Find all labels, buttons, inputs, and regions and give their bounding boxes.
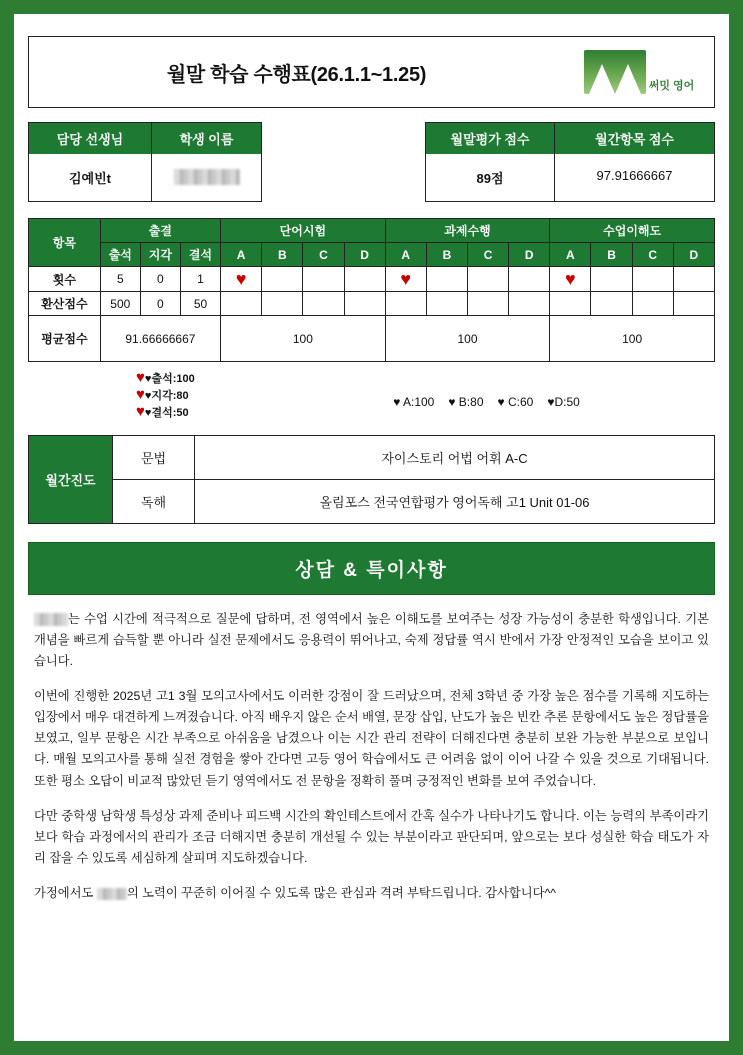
sub-header-present: 출석 — [100, 243, 140, 267]
count-late: 0 — [140, 267, 180, 292]
progress-content-grammar: 자이스토리 어법 어휘 A-C — [195, 435, 715, 479]
consult-paragraph-1 — [34, 609, 709, 672]
document-inner — [14, 14, 729, 1041]
group-vocab-header: 단어시험 — [221, 219, 386, 243]
converted-vocab-d — [344, 292, 385, 316]
teacher-header: 담당 선생님 — [29, 123, 151, 154]
mark-vocab-a — [221, 267, 262, 292]
heart-icon: ♥ — [400, 269, 412, 289]
mark-vocab-c — [303, 267, 344, 292]
brand-logo — [564, 37, 714, 107]
legend-absent — [136, 404, 258, 421]
mark-hw-a — [385, 267, 426, 292]
student-header: 학생 이름 — [152, 123, 261, 154]
heart-icon: ♥ — [136, 402, 145, 420]
sub-header-vocab-c: C — [303, 243, 344, 267]
consult-body — [28, 595, 715, 905]
heart-icon: ♥ — [136, 369, 145, 386]
col-item-header: 항목 — [29, 219, 101, 267]
converted-hw-d — [509, 292, 550, 316]
legend-grade-b: ♥ B:80 — [448, 395, 484, 410]
heart-icon: ♥ — [136, 385, 145, 403]
converted-hw-c — [467, 292, 508, 316]
progress-subject-grammar: 문법 — [113, 435, 195, 479]
legend-grade-c: ♥ C:60 — [497, 395, 534, 410]
consult-heading: 상담 & 특이사항 — [28, 542, 715, 595]
table-row — [29, 267, 715, 292]
mark-und-d — [673, 267, 714, 292]
count-present: 5 — [100, 267, 140, 292]
table-row — [29, 292, 715, 316]
exam-score-value: 89점 — [426, 154, 554, 201]
brand-name: 써밋 영어 — [648, 79, 695, 92]
converted-present: 500 — [100, 292, 140, 316]
page-title: 월말 학습 수행표(26.1.1~1.25) — [166, 63, 427, 86]
group-attendance-header: 출결 — [100, 219, 220, 243]
monthly-score-cell — [555, 122, 715, 202]
sub-header-hw-a: A — [385, 243, 426, 267]
exam-score-cell — [425, 122, 555, 202]
converted-und-c — [632, 292, 673, 316]
consult-paragraph-3: 다만 중학생 남학생 특성상 과제 준비나 피드백 시간의 확인테스트에서 간혹 실수가 나타나기도 합니다. 이는 능력의 부족이라기보다 학습 과정에서의 관리가 조금 더해지면 충분히 개선될 수 있는 부분이라고 판단되며, 앞으로는 보다 성실한 학습 태도가 자리 잡을 수 있도록 세심하게 살피며 지도하겠습니다. — [34, 808, 709, 865]
monthly-score-value: 97.91666667 — [555, 154, 714, 197]
mark-vocab-b — [262, 267, 303, 292]
sub-header-late: 지각 — [140, 243, 180, 267]
monthly-score-header: 월간항목 점수 — [555, 123, 714, 154]
converted-und-a — [550, 292, 591, 316]
progress-row-reading — [29, 479, 715, 523]
consult-paragraph-2: 이번에 진행한 2025년 고1 3월 모의고사에서도 이러한 강점이 잘 드러났으며, 전체 3학년 중 가장 높은 점수를 기록해 지도하는 입장에서 매우 대견하게 느껴졌습니다. 아직 배우지 않은 순서 배열, 문장 삽입, 난도가 높은 빈칸 추론 문항에서도 높은 정답률을 보였고, 일부 문항은 시간 부족으로 아쉬움을 남겼으나 이는 시간 관리 전략이 더해진다면 충분히 보완 가능한 부분으로 보입니다. 매월 모의고사를 통해 실전 경험을 쌓아 간다면 고등 영어 학습에서도 큰 어려움 없이 이어 나갈 수 있을 것으로 기대됩니다. 또한 평소 오답이 비교적 많았던 듣기 영역에서도 전 문항을 정확히 풀며 긍정적인 변화를 보여 주었습니다. — [34, 688, 709, 788]
progress-row-grammar — [29, 435, 715, 479]
mountain-logo-icon — [584, 50, 646, 94]
legend-grade-a: ♥ A:100 — [393, 395, 435, 410]
legend-late — [136, 387, 258, 404]
attendance-legend — [28, 370, 258, 421]
info-right-group — [425, 122, 715, 202]
sub-header-vocab-b: B — [262, 243, 303, 267]
mark-und-a — [550, 267, 591, 292]
legend-row — [28, 370, 715, 421]
sub-header-und-b: B — [591, 243, 632, 267]
row-average-label: 평균점수 — [29, 316, 101, 362]
mark-und-c — [632, 267, 673, 292]
consult-paragraph-1-text: 는 수업 시간에 적극적으로 질문에 답하며, 전 영역에서 높은 이해도를 보여주는 성장 가능성이 충분한 학생입니다. 기본 개념을 빠르게 습득할 뿐 아니라 실전 문제에서도 응용력이 뛰어나고, 숙제 정답률 역시 반에서 가장 안정적인 모습을 보이고 있습니다. — [34, 611, 709, 668]
monthly-progress-table — [28, 435, 715, 524]
sub-header-hw-c: C — [467, 243, 508, 267]
converted-late: 0 — [140, 292, 180, 316]
sub-header-und-a: A — [550, 243, 591, 267]
consult-paragraph-4 — [34, 883, 709, 904]
converted-hw-b — [426, 292, 467, 316]
table-row-average — [29, 316, 715, 362]
converted-vocab-c — [303, 292, 344, 316]
student-value — [152, 154, 261, 199]
info-row — [28, 122, 715, 202]
consult-paragraph-4-text: 의 노력이 꾸준히 이어질 수 있도록 많은 관심과 격려 부탁드립니다. 감사합니다^^ — [126, 886, 557, 901]
sub-header-vocab-a: A — [221, 243, 262, 267]
sub-header-und-d: D — [673, 243, 714, 267]
redacted-name — [97, 888, 127, 900]
legend-present — [136, 370, 258, 387]
heart-icon: ♥ — [565, 269, 576, 289]
converted-hw-a — [385, 292, 426, 316]
legend-absent-text: ♥결석:50 — [144, 406, 189, 419]
progress-subject-reading: 독해 — [113, 479, 195, 523]
heart-icon: ♥ — [235, 269, 247, 289]
group-understanding-header: 수업이해도 — [550, 219, 715, 243]
sub-header-und-c: C — [632, 243, 673, 267]
grade-legend — [258, 370, 715, 421]
converted-vocab-a — [221, 292, 262, 316]
mark-hw-d — [509, 267, 550, 292]
mark-hw-b — [426, 267, 467, 292]
count-absent: 1 — [180, 267, 220, 292]
converted-und-d — [673, 292, 714, 316]
sub-header-vocab-d: D — [344, 243, 385, 267]
table-header-row-1 — [29, 219, 715, 243]
legend-present-text: ♥출석:100 — [144, 373, 195, 385]
teacher-value: 김예빈t — [29, 154, 151, 201]
info-left-group — [28, 122, 262, 202]
teacher-cell — [28, 122, 152, 202]
converted-vocab-b — [262, 292, 303, 316]
row-converted-label: 환산점수 — [29, 292, 101, 316]
mark-hw-c — [467, 267, 508, 292]
student-cell — [152, 122, 262, 202]
legend-late-text: ♥지각:80 — [144, 389, 189, 402]
mark-und-b — [591, 267, 632, 292]
converted-und-b — [591, 292, 632, 316]
progress-side-label: 월간진도 — [29, 435, 113, 523]
mark-vocab-d — [344, 267, 385, 292]
progress-content-reading: 올림포스 전국연합평가 영어독해 고1 Unit 01-06 — [195, 479, 715, 523]
consult-paragraph-4-prefix: 가정에서도 — [34, 886, 97, 901]
scores-table — [28, 218, 715, 362]
sub-header-absent: 결석 — [180, 243, 220, 267]
average-vocab: 100 — [221, 316, 386, 362]
title-block — [28, 36, 715, 108]
average-understanding: 100 — [550, 316, 715, 362]
legend-grade-d: ♥D:50 — [547, 395, 580, 410]
row-count-label: 횟수 — [29, 267, 101, 292]
converted-absent: 50 — [180, 292, 220, 316]
group-homework-header: 과제수행 — [385, 219, 550, 243]
average-attendance: 91.66666667 — [100, 316, 220, 362]
redacted-name — [34, 613, 68, 626]
exam-score-header: 월말평가 점수 — [426, 123, 554, 154]
average-homework: 100 — [385, 316, 550, 362]
sub-header-hw-d: D — [509, 243, 550, 267]
sub-header-hw-b: B — [426, 243, 467, 267]
table-header-row-2 — [29, 243, 715, 267]
redacted-name — [174, 169, 240, 185]
